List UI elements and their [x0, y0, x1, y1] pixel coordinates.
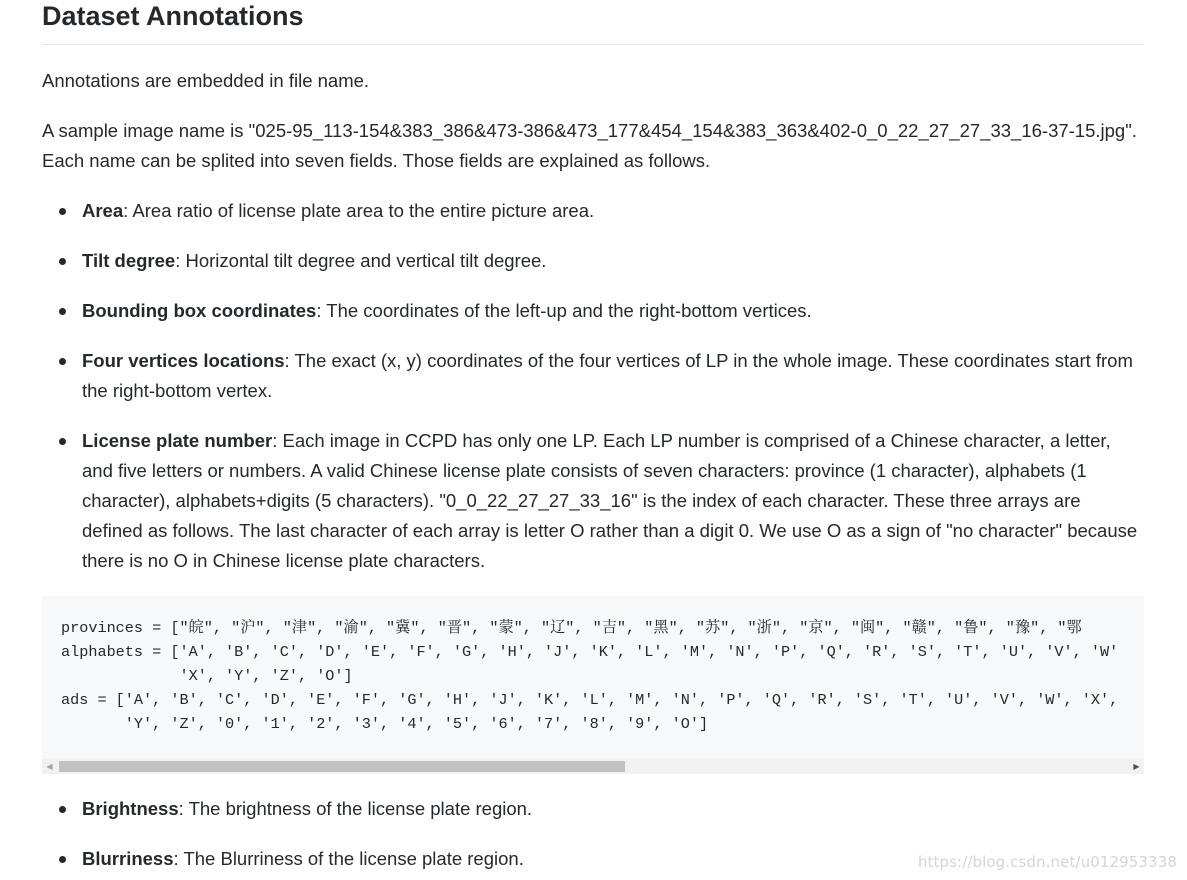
field-description: : The brightness of the license plate region. — [178, 798, 533, 819]
scroll-right-icon[interactable]: ▶ — [1133, 762, 1140, 771]
code-block — [42, 596, 1144, 774]
field-description: : The exact (x, y) coordinates of the four vertices of LP in the whole image. These coordinates start from the right-bottom vertex. — [82, 350, 1133, 401]
field-term: Four vertices locations — [82, 350, 285, 371]
field-term: Bounding box coordinates — [82, 300, 317, 321]
field-term: Blurriness — [82, 848, 174, 869]
sample-paragraph: A sample image name is "025-95_113-154&383_386&473-386&473_177&454_154&383_363&402-0_0_22_27_27_33_16-37-15.jpg". Each name can be splited into seven fields. Those fields are explained as follows. — [42, 120, 1137, 171]
list-item — [82, 426, 1144, 576]
bullet-icon — [59, 438, 66, 445]
bullet-icon — [59, 258, 66, 265]
intro-paragraph: Annotations are embedded in file name. — [42, 70, 370, 91]
scroll-left-icon[interactable]: ◀ — [46, 762, 53, 771]
field-term: Brightness — [82, 798, 179, 819]
bullet-icon — [59, 358, 66, 365]
scrollbar-thumb[interactable] — [59, 761, 625, 772]
field-description: : Each image in CCPD has only one LP. Each LP number is comprised of a Chinese character, a letter, and five letters or numbers. A valid Chinese license plate consists of seven characters: province (1 character), alphabets (1 character), alphabets+digits (5 characters). "0_0_22_27_27_33_16" is the index of each character. These three arrays are defined as follows. The last character of each array is letter O rather than a digit 0. We use O as a sign of "no character" because there is no O in Chinese license plate characters. — [82, 430, 1138, 571]
field-term: Tilt degree — [82, 250, 176, 271]
field-term: Area — [82, 200, 124, 221]
article-body — [42, 0, 1144, 874]
bullet-icon — [59, 856, 66, 863]
field-description: : Horizontal tilt degree and vertical tilt degree. — [175, 250, 547, 271]
bullet-icon — [59, 806, 66, 813]
list-item — [82, 296, 1144, 326]
field-description: : The coordinates of the left-up and the right-bottom vertices. — [316, 300, 812, 321]
list-item — [82, 246, 1144, 276]
list-item — [82, 346, 1144, 406]
field-description: : The Blurriness of the license plate region. — [173, 848, 524, 869]
code-content: provinces = ["皖", "沪", "津", "渝", "冀", "晋", "蒙", "辽", "吉", "黑", "苏", "浙", "京", "闽", "赣", "鲁", "豫", "鄂 alphabets = ['A', 'B', 'C', 'D', 'E', 'F', 'G', 'H', 'J', 'K', 'L', 'M', 'N', 'P', 'Q', 'R', 'S', 'T', 'U', 'V', 'W' 'X', 'Y', 'Z', 'O'] ads = ['A', 'B', 'C', 'D', 'E', 'F', 'G', 'H', 'J', 'K', 'L', 'M', 'N', 'P', 'Q', 'R', 'S', 'T', 'U', 'V', 'W', 'X', 'Y', 'Z', '0', '1', '2', '3', '4', '5', '6', '7', '8', '9', 'O'] — [61, 619, 1119, 733]
bullet-icon — [59, 308, 66, 315]
list-item — [82, 794, 1144, 824]
list-item — [82, 196, 1144, 226]
field-term: License plate number — [82, 430, 273, 451]
watermark: https://blog.csdn.net/u012953338 — [917, 853, 1177, 871]
horizontal-scrollbar[interactable] — [42, 759, 1144, 774]
bullet-icon — [59, 208, 66, 215]
field-list — [42, 196, 1144, 576]
section-heading: Dataset Annotations — [42, 0, 1144, 45]
field-description: : Area ratio of license plate area to the entire picture area. — [123, 200, 595, 221]
